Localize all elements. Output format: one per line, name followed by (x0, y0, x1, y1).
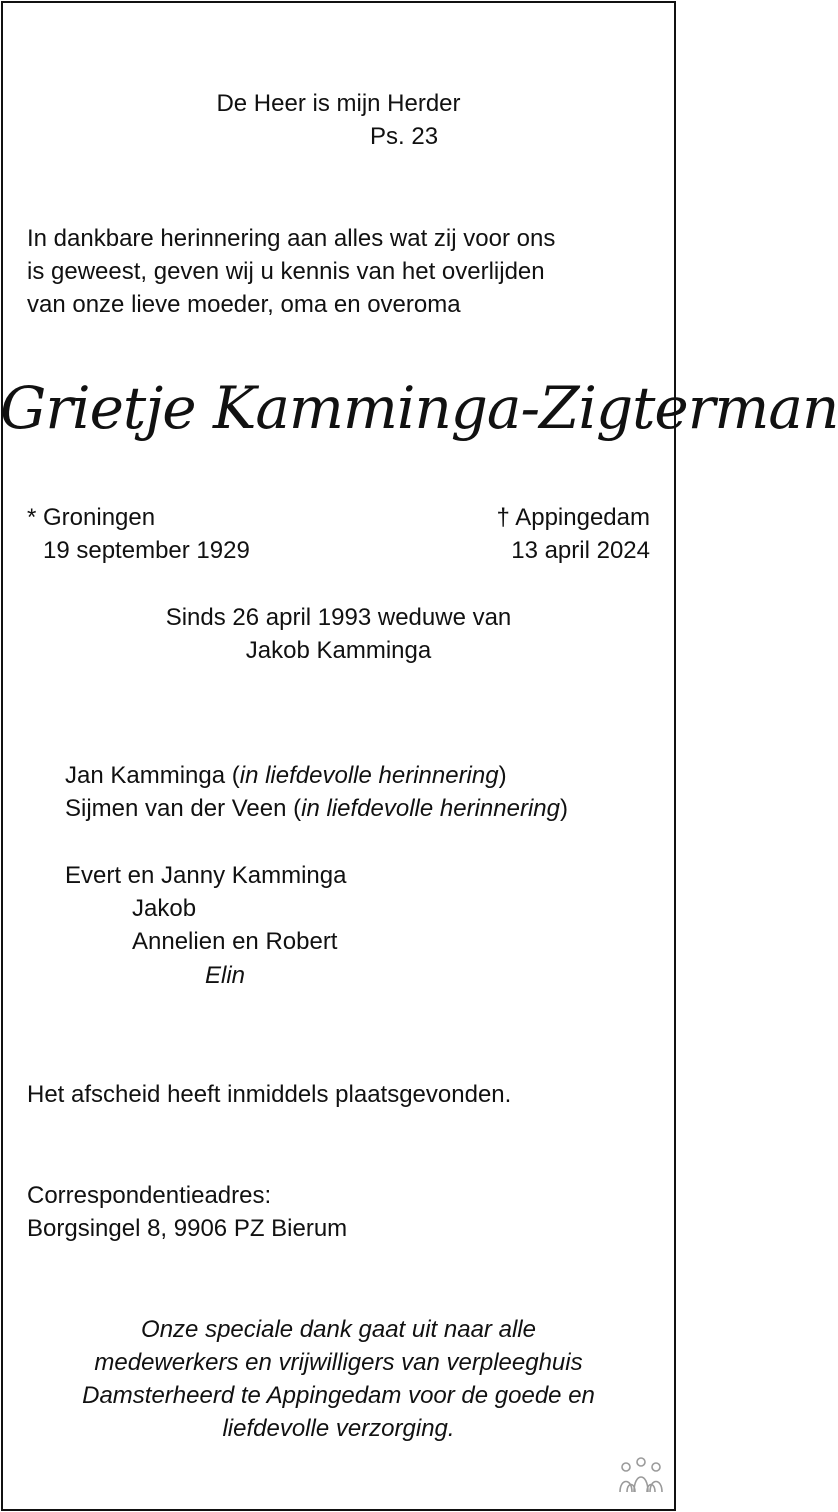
verse-reference: Ps. 23 (370, 123, 439, 150)
birth-date: 19 september 1929 (43, 537, 250, 564)
grandchild-2: Annelien en Robert (132, 928, 338, 955)
memorial-note: in liefdevolle herinnering (239, 762, 499, 789)
grandchild-1: Jakob (132, 895, 197, 922)
verse-text: De Heer is mijn Herder (216, 90, 461, 117)
intro-line-2: is geweest, geven wij u kennis van het overlijden (27, 258, 545, 285)
death-place: † Appingedam (496, 504, 650, 531)
family-main: Evert en Janny Kamminga (65, 862, 347, 889)
intro-line-1: In dankbare herinnering aan alles wat zij voor ons (27, 225, 556, 252)
memorial-row-2 (65, 793, 568, 825)
memorial-note: in liefdevolle herinnering (301, 795, 560, 822)
memorial-name: Jan Kamminga ( (65, 762, 240, 789)
farewell-text: Het afscheid heeft inmiddels plaatsgevonden. (27, 1081, 512, 1108)
thanks-line-1: Onze speciale dank gaat uit naar alle (141, 1316, 536, 1343)
thanks-line-3: Damsterheerd te Appingedam voor de goede en (82, 1382, 595, 1409)
people-group-icon (618, 1456, 664, 1496)
intro-line-3: van onze lieve moeder, oma en overoma (27, 291, 461, 318)
widow-spouse: Jakob Kamminga (245, 637, 432, 664)
address-line: Borgsingel 8, 9906 PZ Bierum (27, 1215, 348, 1242)
widow-line: Sinds 26 april 1993 weduwe van (165, 604, 512, 631)
death-date: 13 april 2024 (511, 537, 650, 564)
memorial-name: Sijmen van der Veen ( (65, 795, 302, 822)
great-grandchild: Elin (205, 962, 246, 989)
memorial-row-1 (65, 760, 507, 792)
thanks-line-4: liefdevolle verzorging. (222, 1415, 455, 1442)
memorial-close: ) (559, 795, 568, 822)
thanks-line-2: medewerkers en vrijwilligers van verpleeghuis (94, 1349, 583, 1376)
birth-place: * Groningen (27, 504, 156, 531)
deceased-name: Grietje Kamminga-Zigterman (0, 374, 838, 442)
memorial-close: ) (498, 762, 507, 789)
address-label: Correspondentieadres: (27, 1182, 272, 1209)
